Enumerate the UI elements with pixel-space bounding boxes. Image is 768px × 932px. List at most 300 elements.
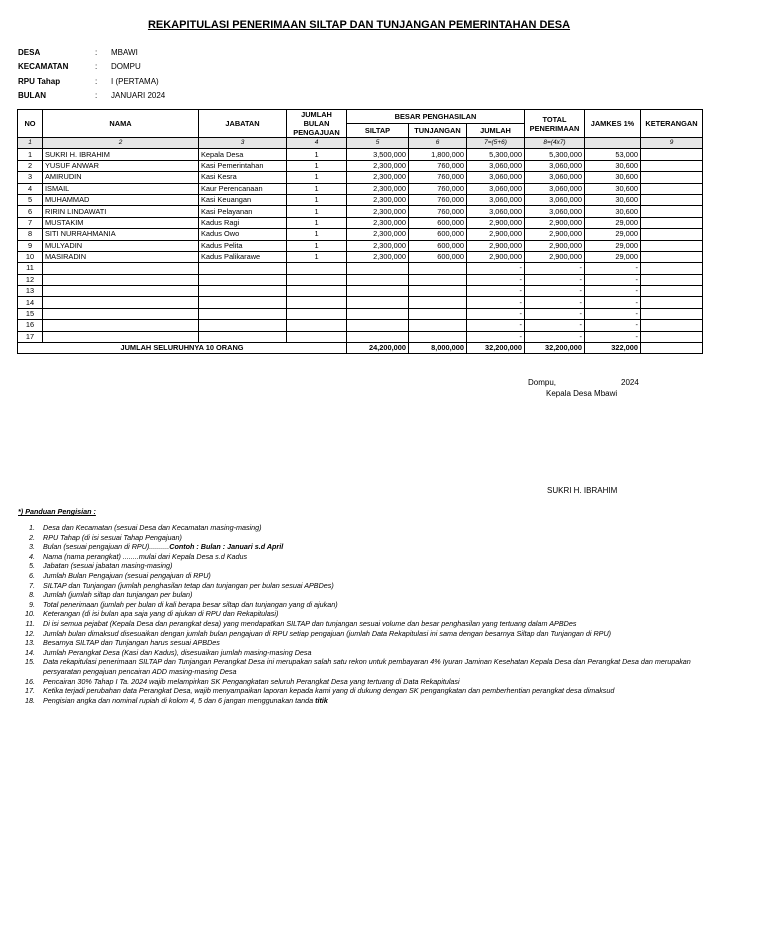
guide-item-number: 12. (25, 628, 35, 638)
cell-bulan: 1 (287, 206, 347, 217)
cell-bulan: 1 (287, 160, 347, 171)
cell-jamkes: 30,600 (585, 172, 641, 183)
cell-jamkes: 29,000 (585, 240, 641, 251)
cell-no: 7 (18, 217, 43, 228)
cell-jabatan: Kadus Owo (199, 229, 287, 240)
cell-jamkes: 30,600 (585, 160, 641, 171)
guide-item (18, 677, 703, 687)
cell-jamkes: - (585, 274, 641, 285)
guide-item-text (43, 561, 703, 571)
cell-jabatan (199, 286, 287, 297)
cell-siltap (347, 331, 409, 342)
guide-item-text (43, 523, 703, 533)
info-value: MBAWI (111, 47, 138, 57)
cell-nama (43, 274, 199, 285)
guide-item-number: 16. (25, 676, 35, 686)
guide-item-body: Jabatan (sesuai jabatan masing-masing) (43, 561, 173, 571)
cell-bulan: 1 (287, 194, 347, 205)
cell-total: 2,900,000 (525, 217, 585, 228)
total-label: JUMLAH SELURUHNYA 10 ORANG (18, 343, 347, 354)
cell-siltap (347, 286, 409, 297)
col-header-tunjangan: TUNJANGAN (409, 124, 467, 138)
guide-item-number: 1. (29, 523, 35, 532)
cell-jumlah: 2,900,000 (467, 217, 525, 228)
cell-bulan (287, 274, 347, 285)
column-number: 3 (199, 138, 287, 149)
cell-siltap: 2,300,000 (347, 240, 409, 251)
cell-bulan: 1 (287, 183, 347, 194)
table-row (18, 183, 703, 194)
guide-item-body: Ketika terjadi perubahan data Perangkat Desa, wajib menyampaikan laporan kepada kami yang di dukung dengan SK pengangkatan dan pemberhentian perangkat desa dimaksud (43, 686, 615, 696)
guide-item-number: 4. (29, 551, 35, 561)
cell-ket (641, 217, 703, 228)
signature-year: 2024 (621, 378, 639, 387)
info-value: I (PERTAMA) (111, 76, 159, 86)
cell-jabatan: Kadus Ragi (199, 217, 287, 228)
cell-jumlah: 3,060,000 (467, 194, 525, 205)
info-label: RPU Tahap (18, 76, 61, 86)
cell-nama (43, 263, 199, 274)
cell-siltap (347, 320, 409, 331)
guide-item-text (43, 629, 703, 639)
cell-siltap: 3,500,000 (347, 149, 409, 160)
cell-nama (43, 331, 199, 342)
cell-jabatan (199, 263, 287, 274)
cell-jumlah: - (467, 320, 525, 331)
guide-item-number: 11. (25, 618, 35, 628)
column-number: 4 (287, 138, 347, 149)
cell-tunjangan (409, 297, 467, 308)
signature-role: Kepala Desa Mbawi (546, 389, 618, 398)
guide-item (18, 533, 703, 543)
guide-item-number: 10. (25, 609, 35, 619)
total-row (18, 343, 703, 354)
table-row (18, 251, 703, 262)
info-value: DOMPU (111, 62, 141, 72)
cell-no: 2 (18, 160, 43, 171)
cell-nama: AMIRUDIN (43, 172, 199, 183)
cell-total: 2,900,000 (525, 251, 585, 262)
cell-nama: SUKRI H. IBRAHIM (43, 149, 199, 160)
col-header-total: TOTAL PENERIMAAN (525, 110, 585, 138)
guide-item (18, 686, 703, 696)
cell-tunjangan: 760,000 (409, 183, 467, 194)
cell-nama: MUHAMMAD (43, 194, 199, 205)
guide-item-text (43, 696, 703, 706)
cell-siltap: 2,300,000 (347, 183, 409, 194)
table-row (18, 286, 703, 297)
guide-item-text (43, 571, 703, 581)
cell-jumlah: - (467, 331, 525, 342)
col-header-nama: NAMA (43, 110, 199, 138)
column-number: 9 (641, 138, 703, 149)
guide-item-emphasis: titik (315, 695, 328, 705)
cell-total: 3,060,000 (525, 160, 585, 171)
cell-siltap: 2,300,000 (347, 251, 409, 262)
cell-nama: ISMAIL (43, 183, 199, 194)
cell-jumlah: 3,060,000 (467, 206, 525, 217)
guide-item (18, 523, 703, 533)
cell-jabatan: Kasi Kesra (199, 172, 287, 183)
cell-bulan: 1 (287, 149, 347, 160)
cell-jamkes: - (585, 331, 641, 342)
cell-total: - (525, 286, 585, 297)
guide-item (18, 619, 703, 629)
cell-nama (43, 308, 199, 319)
guide-item-number: 15. (25, 657, 35, 667)
guide-item (18, 571, 703, 581)
column-number (585, 138, 641, 149)
cell-nama: RIRIN LINDAWATI (43, 206, 199, 217)
cell-ket (641, 263, 703, 274)
guide-item-body: Jumlah Perangkat Desa (Kasi dan Kadus), disesuaikan jumlah masing-masing Desa (43, 647, 312, 657)
cell-total: - (525, 308, 585, 319)
cell-jamkes: 29,000 (585, 229, 641, 240)
info-row (18, 89, 165, 104)
cell-ket (641, 240, 703, 251)
guide-item-body: Jumlah Bulan Pengajuan (sesuai pengajuan di RPU) (43, 570, 211, 580)
table-row (18, 206, 703, 217)
cell-bulan (287, 320, 347, 331)
cell-total: - (525, 297, 585, 308)
info-colon: : (95, 47, 98, 57)
guide-item-body: SILTAP dan Tunjangan (jumlah penghasilan tetap dan tunjangan per bulan sesuai APBDes) (43, 580, 334, 590)
col-header-jumlah-bulan: JUMLAH BULAN PENGAJUAN (287, 110, 347, 138)
info-row (18, 74, 165, 89)
recap-table (17, 109, 703, 354)
cell-jamkes: - (585, 263, 641, 274)
guide-item-body: Data rekapitulasi penerimaan SILTAP dan Tunjangan Perangkat Desa ini merupakan salah satu rekon untuk pembayaran 4% Iyuran Jaminan Kesehatan Kepala Desa dan Perangkat Desa dan merupakan persyaratan pengajuan pencairan ADD masing-masing Desa (43, 657, 691, 676)
guide-heading: *) Panduan Pengisian : (18, 507, 96, 516)
guide-item-number: 9. (29, 599, 35, 609)
cell-jamkes: 30,600 (585, 206, 641, 217)
table-row (18, 331, 703, 342)
column-number: 5 (347, 138, 409, 149)
cell-ket (641, 183, 703, 194)
table-row (18, 149, 703, 160)
guide-item (18, 696, 703, 706)
cell-jabatan: Kasi Pelayanan (199, 206, 287, 217)
guide-item-body: Pengisian angka dan nominal rupiah di kolom 4, 5 dan 6 jangan menggunakan tanda (43, 695, 316, 705)
guide-item-body: Pencairan 30% Tahap I Ta. 2024 wajib melampirkan SK Pengangkatan seluruh Perangkat Desa yang tertuang di Data Rekapitulasi (43, 676, 460, 686)
cell-tunjangan (409, 286, 467, 297)
cell-ket (641, 229, 703, 240)
cell-jabatan (199, 320, 287, 331)
cell-no: 17 (18, 331, 43, 342)
cell-ket (641, 320, 703, 331)
table-row (18, 240, 703, 251)
total-keterangan (641, 343, 703, 354)
guide-item (18, 561, 703, 571)
col-header-jamkes: JAMKES 1% (585, 110, 641, 138)
cell-nama (43, 297, 199, 308)
cell-nama: MASIRADIN (43, 251, 199, 262)
cell-nama: YUSUF ANWAR (43, 160, 199, 171)
info-block (18, 45, 165, 103)
cell-no: 15 (18, 308, 43, 319)
guide-item-number: 6. (29, 570, 35, 580)
cell-ket (641, 194, 703, 205)
cell-jumlah: - (467, 263, 525, 274)
cell-tunjangan: 600,000 (409, 251, 467, 262)
cell-tunjangan: 600,000 (409, 217, 467, 228)
guide-item-body: Total penerimaan (jumlah per bulan di kali berapa besar siltap dan tunjangan yang di ajukan) (43, 599, 338, 609)
col-header-no: NO (18, 110, 43, 138)
cell-tunjangan (409, 308, 467, 319)
guide-item-text (43, 552, 703, 562)
cell-total: 3,060,000 (525, 172, 585, 183)
cell-total: 5,300,000 (525, 149, 585, 160)
info-colon: : (95, 76, 98, 86)
cell-nama: MULYADIN (43, 240, 199, 251)
cell-no: 8 (18, 229, 43, 240)
guide-item (18, 657, 703, 676)
guide-item-body: Keterangan (di isi bulan apa saja yang di ajukan di RPU dan Rekapitulasi) (43, 609, 279, 619)
cell-no: 9 (18, 240, 43, 251)
cell-nama (43, 320, 199, 331)
cell-siltap: 2,300,000 (347, 172, 409, 183)
cell-jamkes: 30,600 (585, 194, 641, 205)
guide-item (18, 638, 703, 648)
cell-jumlah: 3,060,000 (467, 172, 525, 183)
info-colon: : (95, 62, 98, 72)
guide-item-body: Besarnya SILTAP dan Tunjangan harus sesuai APBDes (43, 638, 220, 648)
guide-item-text (43, 677, 703, 687)
cell-jamkes: 29,000 (585, 251, 641, 262)
col-header-jabatan: JABATAN (199, 110, 287, 138)
cell-siltap: 2,300,000 (347, 206, 409, 217)
table-row (18, 308, 703, 319)
guide-item (18, 648, 703, 658)
cell-jabatan: Kasi Keuangan (199, 194, 287, 205)
total-tunjangan: 8,000,000 (409, 343, 467, 354)
guide-item-text (43, 600, 703, 610)
cell-jumlah: - (467, 274, 525, 285)
info-row (18, 45, 165, 60)
table-row (18, 229, 703, 240)
cell-no: 4 (18, 183, 43, 194)
guide-item-number: 2. (29, 532, 35, 542)
guide-item-number: 14. (25, 647, 35, 657)
cell-bulan: 1 (287, 217, 347, 228)
table-row (18, 297, 703, 308)
table-row (18, 194, 703, 205)
cell-jabatan (199, 331, 287, 342)
guide-item-number: 7. (29, 580, 35, 590)
cell-ket (641, 286, 703, 297)
col-header-besar-penghasilan: BESAR PENGHASILAN (347, 110, 525, 124)
guide-item-text (43, 648, 703, 658)
guide-item-body: Bulan (sesuai pengajuan di RPU).......... (43, 542, 170, 552)
total-jumlah: 32,200,000 (467, 343, 525, 354)
cell-jamkes: - (585, 286, 641, 297)
cell-tunjangan: 600,000 (409, 240, 467, 251)
signature-place: Dompu, (528, 378, 557, 387)
total-jamkes: 322,000 (585, 343, 641, 354)
cell-tunjangan (409, 331, 467, 342)
guide-item (18, 600, 703, 610)
cell-jumlah: - (467, 286, 525, 297)
guide-item-text (43, 686, 703, 696)
table-row (18, 217, 703, 228)
guide-item (18, 581, 703, 591)
cell-no: 13 (18, 286, 43, 297)
info-label: DESA (18, 47, 41, 57)
cell-siltap (347, 274, 409, 285)
cell-jamkes: - (585, 308, 641, 319)
cell-jabatan: Kadus Palikarawe (199, 251, 287, 262)
cell-jamkes: 29,000 (585, 217, 641, 228)
cell-total: 3,060,000 (525, 194, 585, 205)
guide-item-body: RPU Tahap (di isi sesuai Tahap Pengajuan) (43, 532, 182, 542)
cell-jabatan: Kaur Perencanaan (199, 183, 287, 194)
cell-jabatan (199, 297, 287, 308)
cell-jumlah: 5,300,000 (467, 149, 525, 160)
cell-ket (641, 206, 703, 217)
cell-siltap (347, 297, 409, 308)
guide-item-text (43, 657, 703, 676)
cell-tunjangan: 600,000 (409, 229, 467, 240)
cell-ket (641, 331, 703, 342)
table-row (18, 320, 703, 331)
guide-section (18, 507, 703, 705)
guide-item (18, 552, 703, 562)
cell-jabatan (199, 308, 287, 319)
cell-ket (641, 160, 703, 171)
cell-no: 11 (18, 263, 43, 274)
cell-tunjangan: 760,000 (409, 160, 467, 171)
guide-item-number: 18. (25, 695, 35, 705)
cell-jabatan: Kepala Desa (199, 149, 287, 160)
column-number-row (18, 138, 703, 149)
guide-item-text (43, 638, 703, 648)
column-number: 7=(5+6) (467, 138, 525, 149)
cell-nama: MUSTAKIM (43, 217, 199, 228)
total-siltap: 24,200,000 (347, 343, 409, 354)
info-label: KECAMATAN (18, 62, 69, 72)
cell-no: 12 (18, 274, 43, 285)
cell-total: 2,900,000 (525, 229, 585, 240)
cell-no: 1 (18, 149, 43, 160)
cell-tunjangan (409, 274, 467, 285)
cell-ket (641, 308, 703, 319)
cell-ket (641, 172, 703, 183)
guide-item-text (43, 542, 703, 552)
cell-jumlah: 2,900,000 (467, 240, 525, 251)
cell-bulan (287, 297, 347, 308)
guide-item-body: Jumlah (jumlah siltap dan tunjangan per bulan) (43, 590, 193, 600)
guide-item-body: Jumlah bulan dimaksud disesuaikan dengan jumlah bulan pengajuan di RPU setiap pengajuan (jumlah Data Rekapitulasi ini sama dengan besarnya Siltap dan Tunjangan di RPU) (43, 628, 612, 638)
guide-item-text (43, 609, 703, 619)
guide-item-text (43, 533, 703, 543)
guide-item (18, 590, 703, 600)
info-label: BULAN (18, 91, 46, 101)
cell-bulan (287, 308, 347, 319)
cell-bulan (287, 331, 347, 342)
column-number: 1 (18, 138, 43, 149)
cell-nama: SITI NURRAHMANIA (43, 229, 199, 240)
table-row (18, 160, 703, 171)
cell-no: 5 (18, 194, 43, 205)
cell-no: 10 (18, 251, 43, 262)
cell-siltap: 2,300,000 (347, 160, 409, 171)
cell-tunjangan (409, 263, 467, 274)
cell-jabatan (199, 274, 287, 285)
cell-total: 2,900,000 (525, 240, 585, 251)
table-row (18, 274, 703, 285)
info-value: JANUARI 2024 (111, 91, 166, 101)
cell-jamkes: 30,600 (585, 183, 641, 194)
guide-item-number: 17. (25, 686, 35, 696)
column-number: 2 (43, 138, 199, 149)
table-row (18, 263, 703, 274)
cell-jumlah: 3,060,000 (467, 160, 525, 171)
guide-item (18, 629, 703, 639)
cell-siltap: 2,300,000 (347, 194, 409, 205)
guide-item-body: Di isi semua pejabat (Kepala Desa dan perangkat desa) yang mendapatkan SILTAP dan tunjangan sesuai volume dan besar penghasilan yang tertuang dalam APBDes (43, 618, 577, 628)
cell-bulan: 1 (287, 240, 347, 251)
cell-no: 6 (18, 206, 43, 217)
cell-jabatan: Kadus Pelita (199, 240, 287, 251)
cell-jumlah: - (467, 308, 525, 319)
cell-nama (43, 286, 199, 297)
cell-siltap (347, 308, 409, 319)
cell-total: - (525, 263, 585, 274)
cell-jumlah: 3,060,000 (467, 183, 525, 194)
guide-item-number: 8. (29, 590, 35, 600)
column-number: 8=(4x7) (525, 138, 585, 149)
info-colon: : (95, 91, 98, 101)
guide-item-emphasis: Contoh : Bulan : Januari s.d April (169, 542, 284, 552)
guide-item-text (43, 619, 703, 629)
cell-total: - (525, 274, 585, 285)
cell-ket (641, 297, 703, 308)
cell-tunjangan (409, 320, 467, 331)
cell-jamkes: - (585, 297, 641, 308)
cell-bulan (287, 286, 347, 297)
cell-bulan: 1 (287, 251, 347, 262)
guide-item-body: Desa dan Kecamatan (sesuai Desa dan Kecamatan masing-masing) (43, 523, 262, 532)
col-header-jumlah: JUMLAH (467, 124, 525, 138)
cell-siltap: 2,300,000 (347, 229, 409, 240)
cell-no: 16 (18, 320, 43, 331)
cell-tunjangan: 760,000 (409, 172, 467, 183)
cell-jamkes: - (585, 320, 641, 331)
guide-item-number: 5. (29, 561, 35, 571)
guide-item-body: Nama (nama perangkat) ........mulai dari Kepala Desa s.d Kadus (43, 551, 248, 561)
cell-ket (641, 251, 703, 262)
page-title: REKAPITULASI PENERIMAAN SILTAP DAN TUNJANGAN PEMERINTAHAN DESA (147, 19, 571, 31)
cell-ket (641, 149, 703, 160)
guide-item (18, 542, 703, 552)
cell-jumlah: - (467, 297, 525, 308)
cell-jumlah: 2,900,000 (467, 229, 525, 240)
info-row (18, 60, 165, 75)
cell-jumlah: 2,900,000 (467, 251, 525, 262)
guide-item-text (43, 590, 703, 600)
guide-item-number: 3. (29, 542, 35, 552)
cell-bulan: 1 (287, 229, 347, 240)
guide-item-text (43, 581, 703, 591)
col-header-keterangan: KETERANGAN (641, 110, 703, 138)
cell-total: - (525, 320, 585, 331)
cell-total: 3,060,000 (525, 206, 585, 217)
cell-no: 14 (18, 297, 43, 308)
cell-bulan (287, 263, 347, 274)
cell-jabatan: Kasi Pemerintahan (199, 160, 287, 171)
cell-jamkes: 53,000 (585, 149, 641, 160)
cell-total: - (525, 331, 585, 342)
